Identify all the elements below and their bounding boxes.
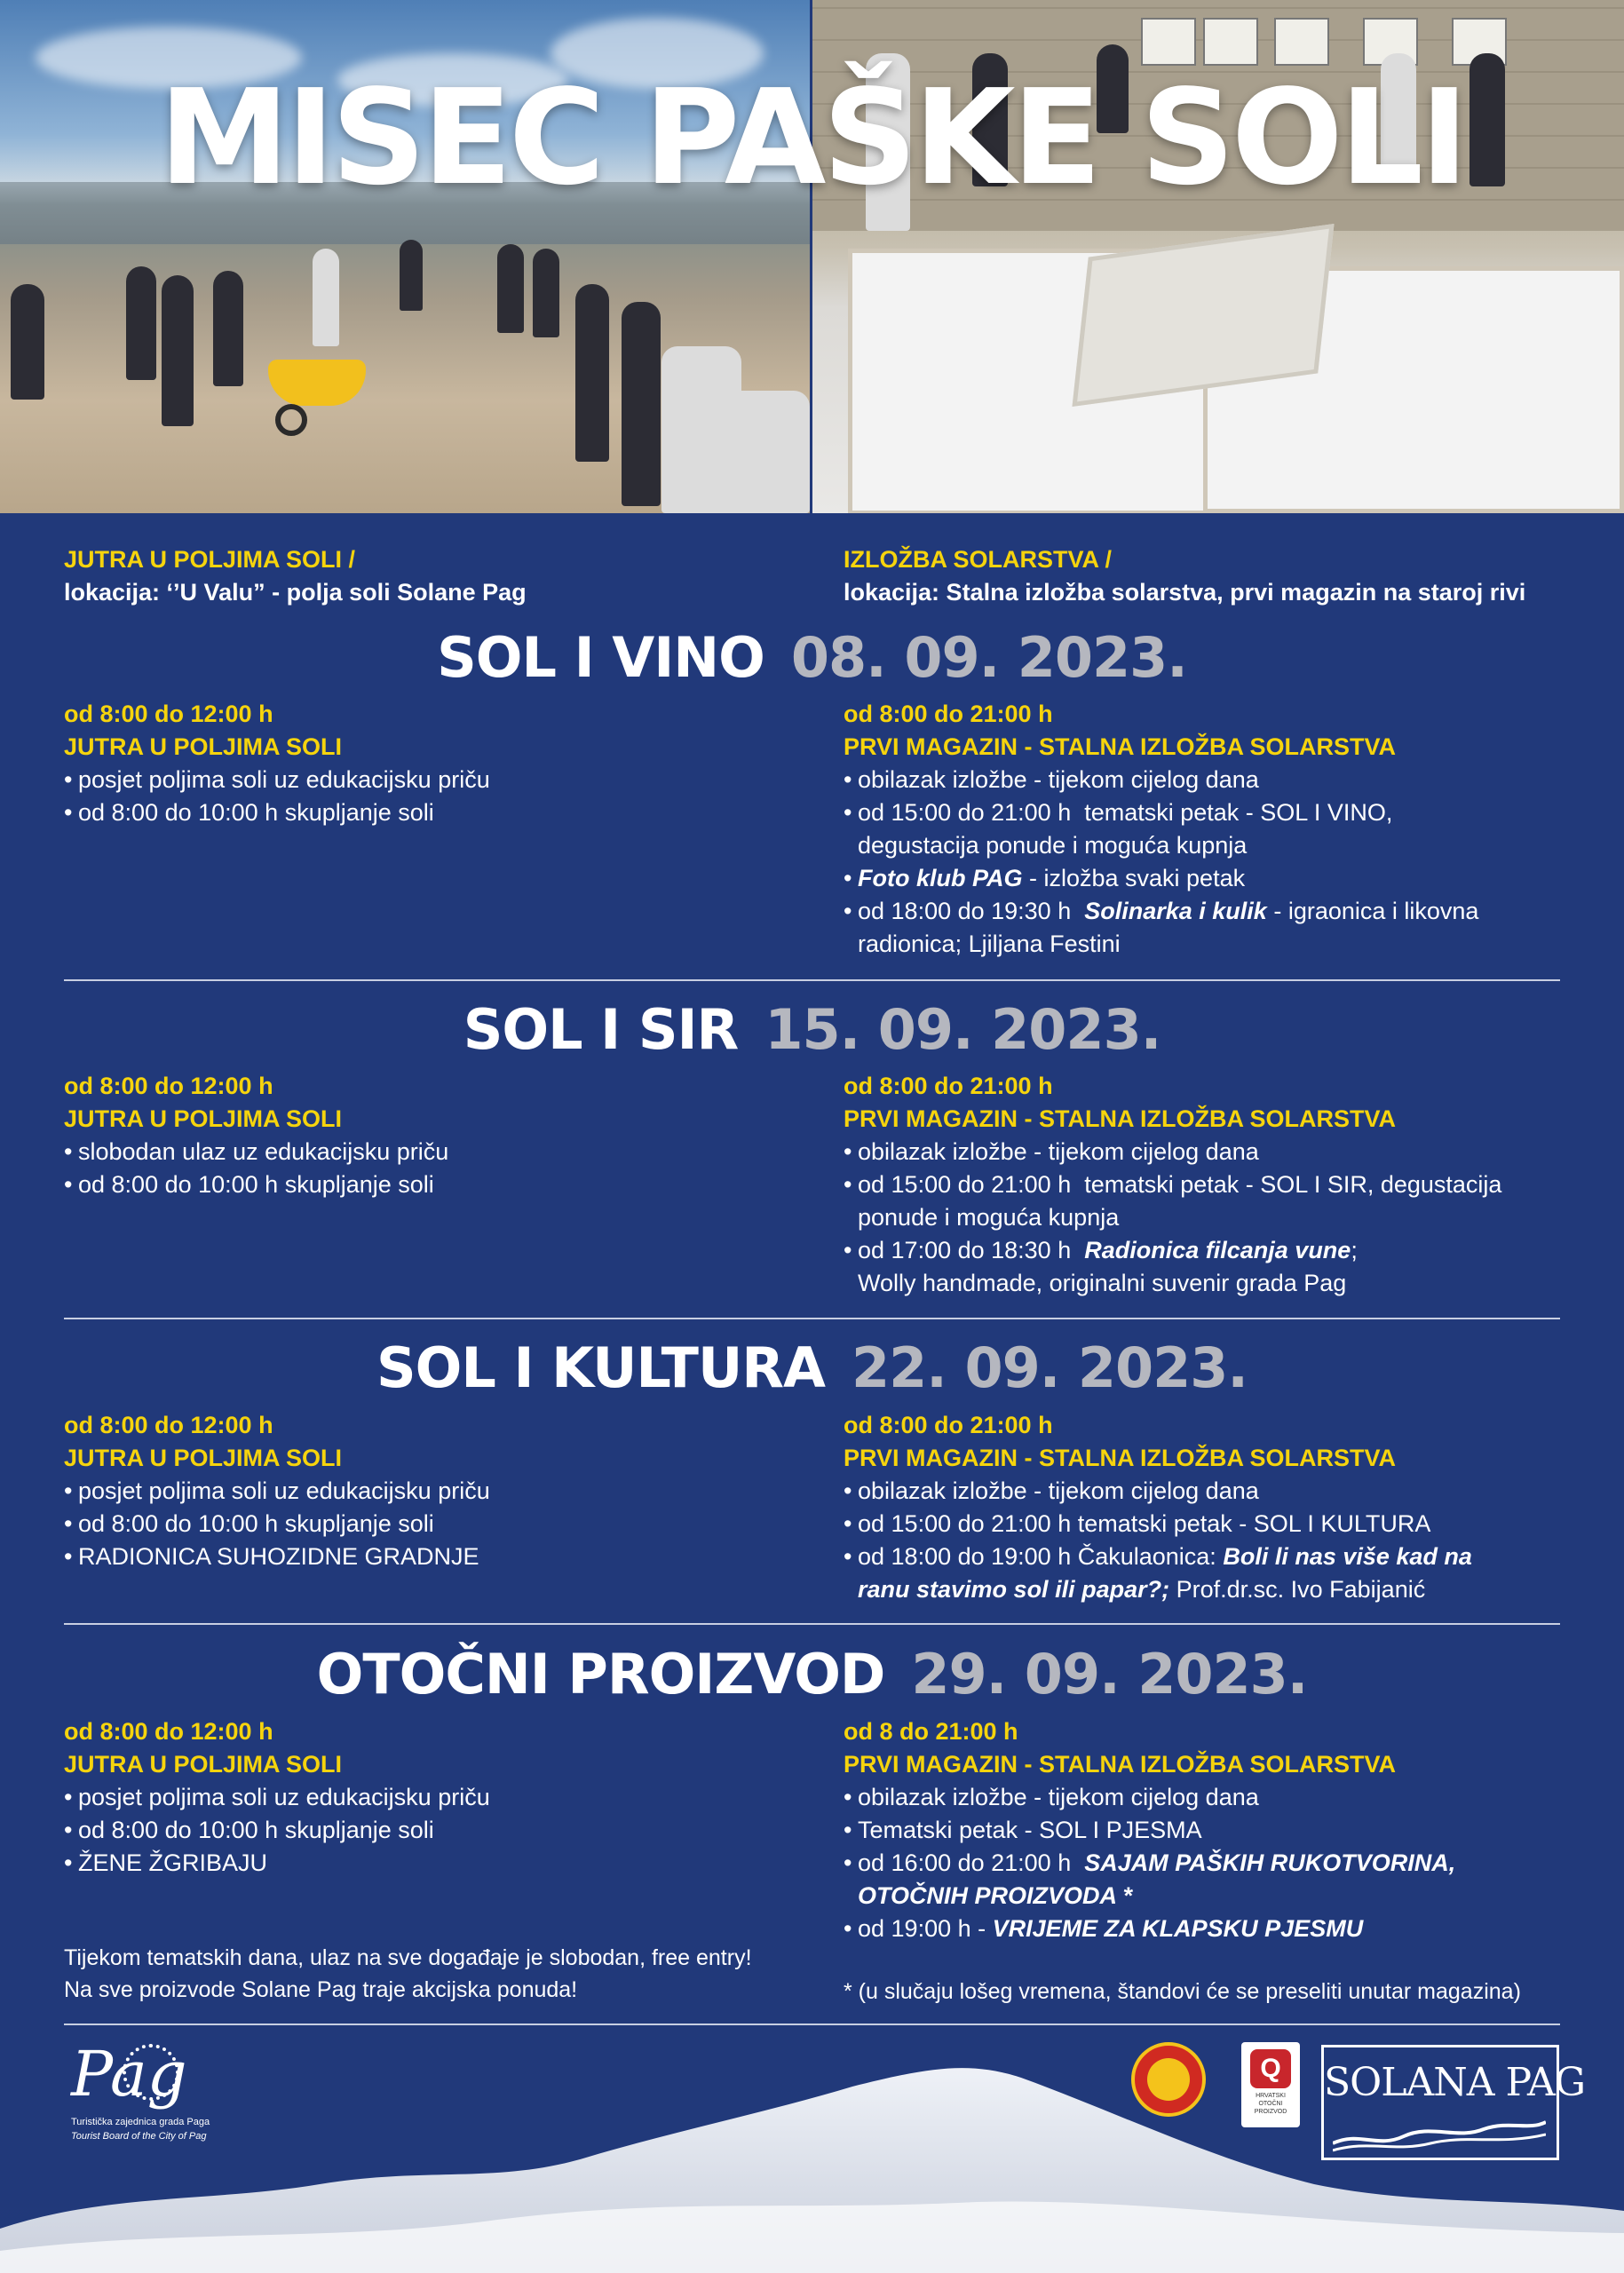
event-time: od 8:00 do 12:00 h	[64, 1412, 273, 1438]
poster-title: MISEC PAŠKE SOLI	[158, 61, 1466, 214]
location-left-title: JUTRA U POLJIMA SOLI /	[64, 546, 356, 573]
croatian-island-product-logo: Q HRVATSKI OTOČNI PROIZVOD	[1241, 2042, 1300, 2127]
event-heading-left: JUTRA U POLJIMA SOLI	[64, 733, 343, 760]
list-item: • od 16:00 do 21:00 h SAJAM PAŠKIH RUKOTVORINA, OTOČNIH PROIZVODA *	[844, 1847, 1580, 1913]
solana-pag-logo: SOLANA PAG	[1321, 2045, 1559, 2160]
event-theme: SOL I KULTURA	[376, 1335, 826, 1400]
list-item: • od 8:00 do 10:00 h skupljanje soli	[64, 1168, 828, 1201]
event-time: od 8:00 do 12:00 h	[64, 1718, 273, 1745]
divider	[64, 1318, 1560, 1319]
list-item: • posjet poljima soli uz edukacijsku priču	[64, 1475, 828, 1508]
list-item: • od 15:00 do 21:00 h tematski petak - SOL I KULTURA	[844, 1508, 1580, 1540]
event-right-column	[844, 1715, 1580, 1945]
event-date: 22. 09. 2023.	[852, 1335, 1248, 1400]
list-item: • od 15:00 do 21:00 h tematski petak - SOL I VINO, degustacija ponude i moguća kupnja	[844, 796, 1580, 862]
list-item: • od 18:00 do 19:30 h Solinarka i kulik - igraonica i likovna radionica; Ljiljana Festini	[844, 895, 1580, 961]
event-date: 29. 09. 2023.	[911, 1642, 1308, 1707]
event-heading-right: PRVI MAGAZIN - STALNA IZLOŽBA SOLARSTVA	[844, 1105, 1396, 1132]
divider	[64, 979, 1560, 981]
list-item: • od 8:00 do 10:00 h skupljanje soli	[64, 1814, 828, 1847]
list-item: • ŽENE ŽGRIBAJU	[64, 1847, 828, 1880]
list-item: • posjet poljima soli uz edukacijsku priču	[64, 764, 828, 796]
event-heading	[0, 626, 1624, 690]
list-item: • slobodan ulaz uz edukacijsku priču	[64, 1136, 828, 1168]
event-time: od 8:00 do 12:00 h	[64, 701, 273, 727]
list-item: • od 19:00 h - VRIJEME ZA KLAPSKU PJESMU	[844, 1913, 1580, 1945]
event-right-column	[844, 1070, 1580, 1300]
location-left-subtitle: lokacija: ‘’U Valu” - polja soli Solane Pag	[64, 579, 527, 606]
wheelbarrow	[268, 360, 366, 406]
event-heading-right: PRVI MAGAZIN - STALNA IZLOŽBA SOLARSTVA	[844, 1751, 1396, 1778]
event-heading-left: JUTRA U POLJIMA SOLI	[64, 1751, 343, 1778]
wave-icon	[1333, 2113, 1546, 2152]
divider	[64, 2024, 1560, 2025]
list-item: • od 8:00 do 10:00 h skupljanje soli	[64, 796, 828, 829]
list-item: • obilazak izložbe - tijekom cijelog dana	[844, 764, 1580, 796]
event-right-column	[844, 698, 1580, 961]
list-item: • posjet poljima soli uz edukacijsku priču	[64, 1781, 828, 1814]
list-item: • od 18:00 do 19:00 h Čakulaonica: Boli li nas više kad na ranu stavimo sol ili papar?; Prof.dr.sc. Ivo Fabijanić	[844, 1540, 1580, 1606]
event-time: od 8 do 21:00 h	[844, 1718, 1018, 1745]
location-right	[844, 543, 1572, 609]
list-item: • Foto klub PAG - izložba svaki petak	[844, 862, 1580, 895]
list-item: • RADIONICA SUHOZIDNE GRADNJE	[64, 1540, 828, 1573]
q-icon: Q	[1250, 2049, 1291, 2088]
list-item: • obilazak izložbe - tijekom cijelog dana	[844, 1475, 1580, 1508]
event-date: 08. 09. 2023.	[790, 625, 1187, 690]
location-right-subtitle: lokacija: Stalna izložba solarstva, prvi magazin na staroj rivi	[844, 579, 1526, 606]
event-heading-right: PRVI MAGAZIN - STALNA IZLOŽBA SOLARSTVA	[844, 733, 1396, 760]
divider	[64, 1623, 1560, 1625]
event-time: od 8:00 do 21:00 h	[844, 1412, 1053, 1438]
event-left-column	[64, 1070, 828, 1201]
weather-note: * (u slučaju lošeg vremena, štandovi će se preseliti unutar magazina)	[844, 1979, 1521, 2004]
protected-origin-seal-icon	[1131, 2042, 1206, 2117]
event-time: od 8:00 do 21:00 h	[844, 701, 1053, 727]
list-item: • od 17:00 do 18:30 h Radionica filcanja vune; Wolly handmade, originalni suvenir grada Pag	[844, 1234, 1580, 1300]
event-heading-right: PRVI MAGAZIN - STALNA IZLOŽBA SOLARSTVA	[844, 1445, 1396, 1471]
list-item: • obilazak izložbe - tijekom cijelog dana	[844, 1136, 1580, 1168]
event-theme: OTOČNI PROIZVOD	[316, 1642, 885, 1707]
event-heading	[0, 1643, 1624, 1707]
event-left-column	[64, 1409, 828, 1573]
event-heading	[0, 1336, 1624, 1400]
event-date: 15. 09. 2023.	[764, 997, 1161, 1062]
location-right-title: IZLOŽBA SOLARSTVA /	[844, 546, 1112, 573]
event-left-column	[64, 1715, 828, 1880]
event-theme: SOL I SIR	[463, 997, 739, 1062]
list-item: • od 15:00 do 21:00 h tematski petak - SOL I SIR, degustacija ponude i moguća kupnja	[844, 1168, 1580, 1234]
event-right-column	[844, 1409, 1580, 1606]
list-item: • Tematski petak - SOL I PJESMA	[844, 1814, 1580, 1847]
list-item: • obilazak izložbe - tijekom cijelog dana	[844, 1781, 1580, 1814]
event-left-column	[64, 698, 828, 829]
pag-tourist-board-logo: Pag Turistička zajednica grada Paga Tourist Board of the City of Pag	[71, 2038, 210, 2142]
event-time: od 8:00 do 12:00 h	[64, 1073, 273, 1099]
event-theme: SOL I VINO	[437, 625, 764, 690]
event-heading	[0, 998, 1624, 1062]
event-heading-left: JUTRA U POLJIMA SOLI	[64, 1105, 343, 1132]
location-left	[64, 543, 828, 609]
event-time: od 8:00 do 21:00 h	[844, 1073, 1053, 1099]
event-heading-left: JUTRA U POLJIMA SOLI	[64, 1445, 343, 1471]
list-item: • od 8:00 do 10:00 h skupljanje soli	[64, 1508, 828, 1540]
rosette-icon	[123, 2044, 179, 2101]
footer-note: Tijekom tematskih dana, ulaz na sve događaje je slobodan, free entry! Na sve proizvode Solane Pag traje akcijska ponuda!	[64, 1945, 752, 2002]
